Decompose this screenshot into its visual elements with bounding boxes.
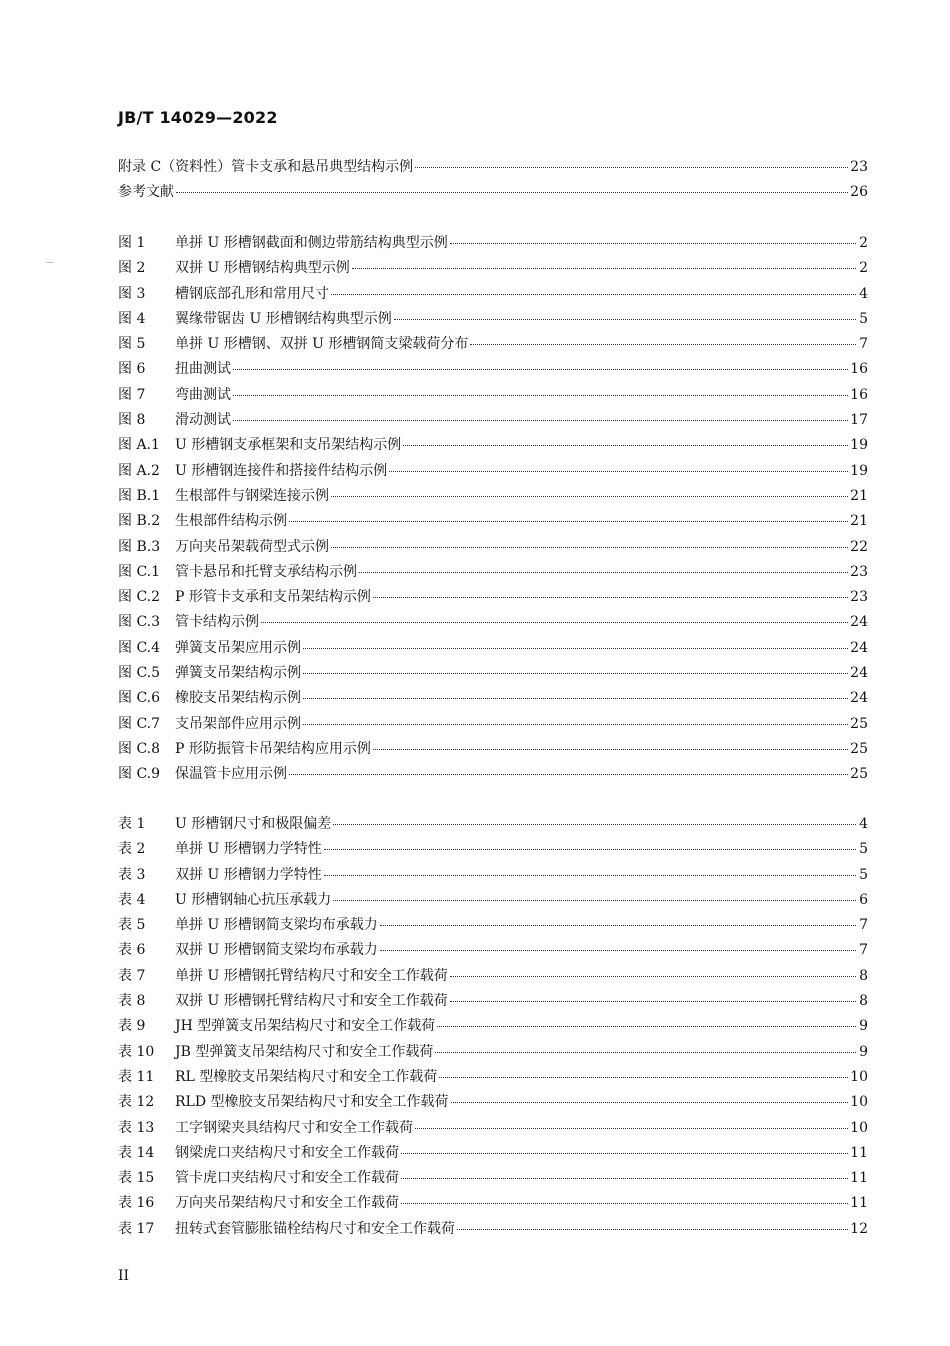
table-entry-label: 表 5: [118, 917, 146, 934]
dot-leader: [389, 471, 848, 472]
table-entry[interactable]: [118, 914, 868, 939]
table-entry-page: 10: [850, 1119, 868, 1136]
figure-entry-label: 图 2: [118, 260, 146, 277]
table-entry-title: RLD 型橡胶支吊架结构尺寸和安全工作载荷: [175, 1094, 449, 1111]
figure-entry-page: 22: [850, 538, 868, 555]
dot-leader: [233, 420, 848, 421]
figure-entry-page: 21: [850, 513, 868, 530]
table-entry[interactable]: [118, 939, 868, 964]
table-entry-label: 表 6: [118, 942, 146, 959]
table-entry-page: 8: [859, 993, 868, 1010]
figure-entry-title: 生根部件与钢梁连接示例: [175, 487, 329, 504]
table-entry-title: 扭转式套管膨胀锚栓结构尺寸和安全工作载荷: [175, 1220, 455, 1237]
figure-entry-title: U 形槽钢连接件和搭接件结构示例: [175, 462, 388, 479]
figure-entry-label: 图 7: [118, 386, 146, 403]
dot-leader: [176, 192, 848, 193]
figure-entry-page: 16: [850, 386, 868, 403]
figure-entry[interactable]: [118, 510, 868, 535]
figure-entry[interactable]: [118, 536, 868, 561]
toc-entry[interactable]: [118, 181, 868, 206]
table-entry-page: 5: [859, 841, 868, 858]
figure-entry-page: 23: [850, 563, 868, 580]
figure-entry-title: 保温管卡应用示例: [175, 766, 287, 783]
table-entry[interactable]: [118, 1066, 868, 1091]
figure-entry-label: 图 C.8: [118, 740, 161, 757]
figure-entry-label: 图 3: [118, 285, 146, 302]
figure-entry-page: 7: [859, 336, 868, 353]
dot-leader: [435, 1052, 856, 1053]
figure-entry-title: 弹簧支吊架结构示例: [175, 665, 301, 682]
figure-entry-title: 翼缘带锯齿 U 形槽钢结构典型示例: [175, 310, 392, 327]
figure-entry-label: 图 C.1: [118, 563, 161, 580]
dot-leader: [415, 1128, 848, 1129]
table-entry-title: 单拼 U 形槽钢托臂结构尺寸和安全工作载荷: [175, 967, 448, 984]
figure-entry-page: 4: [859, 285, 868, 302]
dot-leader: [289, 774, 848, 775]
figure-entry[interactable]: [118, 384, 868, 409]
toc-entry[interactable]: [118, 156, 868, 181]
table-entry-label: 表 7: [118, 967, 146, 984]
table-entry-title: 单拼 U 形槽钢力学特性: [175, 841, 322, 858]
figure-entry-label: 图 B.2: [118, 513, 161, 530]
figure-entry-title: U 形槽钢支承框架和支吊架结构示例: [175, 437, 402, 454]
table-entry[interactable]: [118, 1167, 868, 1192]
figure-entry[interactable]: [118, 763, 868, 788]
dot-leader: [331, 547, 848, 548]
toc-entry-page: 23: [850, 159, 868, 175]
figure-entry[interactable]: [118, 460, 868, 485]
table-entry-title: 双拼 U 形槽钢托臂结构尺寸和安全工作载荷: [175, 993, 448, 1010]
table-entry-page: 11: [850, 1170, 868, 1187]
table-entry-title: 管卡虎口夹结构尺寸和安全工作载荷: [175, 1170, 399, 1187]
table-entry[interactable]: [118, 1218, 868, 1243]
figure-entry[interactable]: [118, 358, 868, 383]
toc-entry-page: 26: [850, 184, 868, 201]
table-entry-title: 双拼 U 形槽钢简支梁均布承载力: [175, 942, 378, 959]
figure-entry-page: 17: [850, 412, 868, 429]
table-entry-label: 表 12: [118, 1094, 155, 1111]
dot-leader: [303, 698, 848, 699]
table-entry-label: 表 9: [118, 1018, 146, 1035]
table-entry[interactable]: [118, 1015, 868, 1040]
toc-figures-list: [118, 232, 868, 789]
dot-leader: [451, 1102, 849, 1103]
table-entry-label: 表 15: [118, 1170, 155, 1187]
figure-entry[interactable]: [118, 738, 868, 763]
dot-leader: [380, 950, 856, 951]
toc-tables-list: [118, 813, 868, 1243]
figure-entry[interactable]: [118, 637, 868, 662]
table-entry-page: 6: [859, 891, 868, 908]
dot-leader: [457, 1229, 848, 1230]
table-entry-label: 表 1: [118, 816, 146, 832]
figure-entry-label: 图 C.5: [118, 665, 161, 682]
figure-entry-page: 25: [850, 715, 868, 732]
dot-leader: [303, 673, 848, 674]
toc-entry-title: 参考文献: [118, 184, 174, 201]
dot-leader: [450, 243, 856, 244]
figure-entry-title: 管卡结构示例: [175, 614, 259, 631]
table-entry-page: 9: [859, 1018, 868, 1035]
figure-entry-title: P 形管卡支承和支吊架结构示例: [175, 589, 371, 606]
figure-entry-title: 生根部件结构示例: [175, 513, 287, 530]
figure-entry-page: 25: [850, 740, 868, 757]
scan-speck: [46, 262, 54, 263]
figure-entry-title: 扭曲测试: [175, 361, 231, 378]
table-entry[interactable]: [118, 965, 868, 990]
figure-entry-label: 图 4: [118, 310, 146, 327]
dot-leader: [380, 925, 856, 926]
table-entry-title: 万向夹吊架结构尺寸和安全工作载荷: [175, 1195, 399, 1212]
figure-entry-label: 图 B.1: [118, 487, 161, 504]
figure-entry-label: 图 1: [118, 235, 146, 251]
figure-entry-label: 图 6: [118, 361, 146, 378]
dot-leader: [333, 824, 856, 825]
dot-leader: [333, 900, 856, 901]
dot-leader: [450, 1001, 856, 1002]
table-entry[interactable]: [118, 1117, 868, 1142]
table-entry[interactable]: [118, 990, 868, 1015]
table-entry-page: 4: [859, 816, 868, 832]
dot-leader: [437, 1026, 856, 1027]
figure-entry-title: 万向夹吊架载荷型式示例: [175, 538, 329, 555]
figure-entry[interactable]: [118, 662, 868, 687]
dot-leader: [331, 496, 848, 497]
table-entry-page: 7: [859, 942, 868, 959]
table-entry-label: 表 8: [118, 993, 146, 1010]
table-entry-title: 工字钢梁夹具结构尺寸和安全工作载荷: [175, 1119, 413, 1136]
figure-entry[interactable]: [118, 611, 868, 636]
table-entry[interactable]: [118, 838, 868, 863]
dot-leader: [233, 395, 848, 396]
figure-entry-title: 槽钢底部孔形和常用尺寸: [175, 285, 329, 302]
table-entry-page: 11: [850, 1195, 868, 1212]
dot-leader: [359, 572, 848, 573]
dot-leader: [415, 167, 848, 168]
table-entry-label: 表 11: [118, 1068, 155, 1085]
page-number: II: [118, 1268, 130, 1284]
dot-leader: [324, 849, 856, 850]
dot-leader: [331, 294, 856, 295]
figure-entry[interactable]: [118, 283, 868, 308]
figure-entry-title: 弹簧支吊架应用示例: [175, 639, 301, 656]
table-entry-page: 7: [859, 917, 868, 934]
table-entry-title: U 形槽钢尺寸和极限偏差: [175, 816, 332, 832]
toc-appendix-list: [118, 156, 868, 207]
figure-entry-label: 图 8: [118, 412, 146, 429]
figure-entry-label: 图 A.1: [118, 437, 160, 454]
figure-entry[interactable]: [118, 409, 868, 434]
table-entry-page: 8: [859, 967, 868, 984]
figure-entry-page: 23: [850, 589, 868, 606]
dot-leader: [373, 749, 848, 750]
figure-entry-label: 图 5: [118, 336, 146, 353]
dot-leader: [233, 369, 848, 370]
dot-leader: [324, 875, 856, 876]
dot-leader: [401, 1203, 848, 1204]
figure-entry-title: P 形防振管卡吊架结构应用示例: [175, 740, 371, 757]
figure-entry[interactable]: [118, 485, 868, 510]
table-entry[interactable]: [118, 864, 868, 889]
table-entry[interactable]: [118, 1192, 868, 1217]
document-code: JB/T 14029—2022: [118, 108, 278, 127]
figure-entry-title: 单拼 U 形槽钢截面和侧边带筋结构典型示例: [175, 235, 448, 251]
figure-entry-page: 2: [859, 235, 868, 251]
figure-entry-page: 24: [850, 690, 868, 707]
figure-entry[interactable]: [118, 333, 868, 358]
dot-leader: [439, 1077, 848, 1078]
toc-entry-title: 附录 C（资料性）管卡支承和悬吊典型结构示例: [118, 159, 414, 175]
dot-leader: [289, 521, 848, 522]
table-entry[interactable]: [118, 1142, 868, 1167]
table-entry-page: 12: [850, 1220, 868, 1237]
figure-entry-label: 图 C.9: [118, 766, 161, 783]
figure-entry-label: 图 B.3: [118, 538, 161, 555]
figure-entry-label: 图 C.2: [118, 589, 161, 606]
figure-entry[interactable]: [118, 434, 868, 459]
dot-leader: [450, 976, 856, 977]
table-entry-page: 9: [859, 1043, 868, 1060]
table-entry-label: 表 17: [118, 1220, 155, 1237]
figure-entry-title: 支吊架部件应用示例: [175, 715, 301, 732]
figure-entry-page: 25: [850, 766, 868, 783]
table-entry-label: 表 3: [118, 866, 146, 883]
table-entry-title: 双拼 U 形槽钢力学特性: [175, 866, 322, 883]
table-entry-title: JH 型弹簧支吊架结构尺寸和安全工作载荷: [175, 1018, 436, 1035]
figure-entry-page: 21: [850, 487, 868, 504]
dot-leader: [394, 319, 856, 320]
dot-leader: [470, 344, 856, 345]
figure-entry-label: 图 C.3: [118, 614, 161, 631]
table-entry-title: JB 型弹簧支吊架结构尺寸和安全工作载荷: [175, 1043, 434, 1060]
figure-entry-page: 19: [850, 462, 868, 479]
dot-leader: [401, 1178, 848, 1179]
table-entry[interactable]: [118, 1091, 868, 1116]
figure-entry-page: 24: [850, 639, 868, 656]
figure-entry-label: 图 C.6: [118, 690, 161, 707]
dot-leader: [373, 597, 848, 598]
figure-entry-page: 5: [859, 310, 868, 327]
figure-entry-title: 单拼 U 形槽钢、双拼 U 形槽钢简支梁载荷分布: [175, 336, 469, 353]
figure-entry-label: 图 C.7: [118, 715, 161, 732]
table-entry-title: U 形槽钢轴心抗压承载力: [175, 891, 332, 908]
table-entry[interactable]: [118, 889, 868, 914]
figure-entry[interactable]: [118, 713, 868, 738]
dot-leader: [303, 724, 848, 725]
figure-entry-page: 24: [850, 665, 868, 682]
figure-entry[interactable]: [118, 561, 868, 586]
table-entry-label: 表 2: [118, 841, 146, 858]
dot-leader: [401, 1153, 848, 1154]
figure-entry[interactable]: [118, 232, 868, 257]
table-entry-title: 单拼 U 形槽钢简支梁均布承载力: [175, 917, 378, 934]
figure-entry-page: 19: [850, 437, 868, 454]
figure-entry[interactable]: [118, 687, 868, 712]
table-entry-page: 10: [850, 1094, 868, 1111]
table-entry-page: 11: [850, 1144, 868, 1161]
figure-entry-page: 2: [859, 260, 868, 277]
figure-entry-page: 16: [850, 361, 868, 378]
table-entry-title: 钢梁虎口夹结构尺寸和安全工作载荷: [175, 1144, 399, 1161]
table-entry-page: 5: [859, 866, 868, 883]
table-entry-label: 表 4: [118, 891, 146, 908]
table-entry-label: 表 10: [118, 1043, 155, 1060]
figure-entry-title: 双拼 U 形槽钢结构典型示例: [175, 260, 350, 277]
figure-entry-title: 管卡悬吊和托臂支承结构示例: [175, 563, 357, 580]
dot-leader: [303, 648, 848, 649]
figure-entry-title: 橡胶支吊架结构示例: [175, 690, 301, 707]
table-entry-label: 表 14: [118, 1144, 155, 1161]
table-entry-page: 10: [850, 1068, 868, 1085]
figure-entry-label: 图 A.2: [118, 462, 160, 479]
table-entry-label: 表 13: [118, 1119, 155, 1136]
table-entry-title: RL 型橡胶支吊架结构尺寸和安全工作载荷: [175, 1068, 438, 1085]
dot-leader: [403, 445, 848, 446]
figure-entry-title: 滑动测试: [175, 412, 231, 429]
figure-entry-label: 图 C.4: [118, 639, 161, 656]
dot-leader: [352, 268, 856, 269]
table-entry[interactable]: [118, 813, 868, 838]
figure-entry[interactable]: [118, 586, 868, 611]
figure-entry[interactable]: [118, 308, 868, 333]
dot-leader: [261, 622, 848, 623]
table-entry[interactable]: [118, 1041, 868, 1066]
figure-entry[interactable]: [118, 257, 868, 282]
table-entry-label: 表 16: [118, 1195, 155, 1212]
figure-entry-page: 24: [850, 614, 868, 631]
figure-entry-title: 弯曲测试: [175, 386, 231, 403]
